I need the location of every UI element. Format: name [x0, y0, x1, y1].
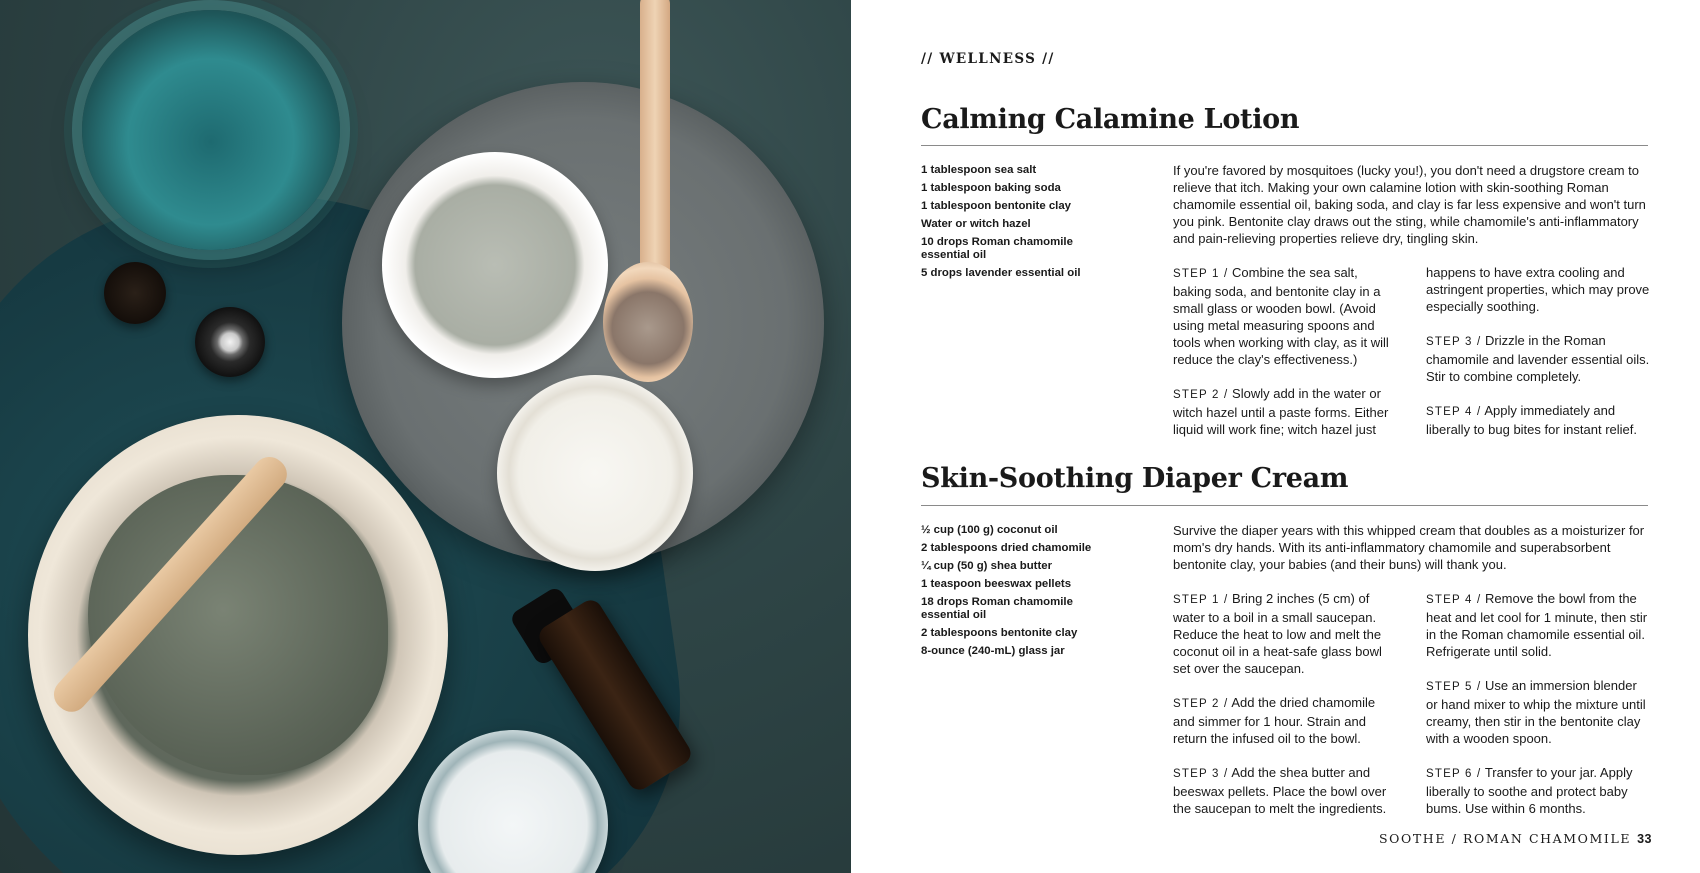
ingredient-item: 10 drops Roman chamomile essential oil [921, 236, 1073, 261]
ingredient-item: 1 tablespoon sea salt [921, 164, 1037, 176]
ingredient-item: 1 teaspoon beeswax pellets [921, 578, 1072, 590]
step-paragraph [1426, 590, 1651, 660]
steps-column-1-diaper-cream [1173, 590, 1398, 834]
running-footer [1379, 831, 1652, 846]
essential-oil-vial-open [195, 307, 265, 377]
step-text: Use an immersion blender or hand mixer to whip the mixture until creamy, then stir in the bentonite clay with a wooden spoon. [1426, 678, 1646, 746]
step-text: Drizzle in the Roman chamomile and lavender essential oils. Stir to combine completely. [1426, 333, 1650, 384]
steps-column-2-diaper-cream [1426, 590, 1651, 834]
steps-column-2-calamine [1426, 264, 1651, 455]
step-text: Transfer to your jar. Apply liberally to soothe and protect baby bums. Use within 6 months. [1426, 765, 1633, 816]
recipe-intro-calamine: If you're favored by mosquitoes (lucky you!), you don't need a drugstore cream to relieve that itch. Making your own calamine lotion with skin-soothing Roman chamomile essential oil, baking soda, and clay is far less expensive and won't turn you pink. Bentonite clay draws out the sting, while chamomile's anti-inflammatory and pain-relieving properties relieve dry, tingling skin. [1173, 163, 1646, 246]
recipe-title-calamine: Calming Calamine Lotion [921, 104, 1300, 135]
ingredient-item: 2 tablespoons dried chamomile [921, 542, 1092, 554]
ingredient-item: 5 drops lavender essential oil [921, 266, 1081, 279]
step-label: STEP 6 / [1426, 768, 1482, 780]
ingredient-item: ¼ cup (50 g) shea butter [921, 560, 1053, 572]
title-rule [921, 505, 1648, 506]
ingredient-item: 1 tablespoon baking soda [921, 182, 1061, 194]
step-text: Slowly add in the water or witch hazel until a paste forms. Either liquid will work fine; witch hazel just [1173, 386, 1389, 437]
essential-oil-vial [104, 262, 166, 324]
step-paragraph [1426, 264, 1651, 315]
step-label: STEP 1 / [1173, 268, 1229, 280]
section-kicker: // WELLNESS // [921, 51, 1055, 67]
step-label: STEP 3 / [1173, 768, 1229, 780]
step-text: Remove the bowl from the heat and let cool for 1 minute, then stir in the Roman chamomile essential oil. Refrigerate until solid. [1426, 591, 1648, 659]
page-number: 33 [1637, 832, 1652, 846]
baking-soda-bowl [497, 375, 693, 571]
step-text: Combine the sea salt, baking soda, and bentonite clay in a small glass or wooden bowl. (Avoid using metal measuring spoons and tools when working with clay, as it will reduce the clay's effectiveness.) [1173, 265, 1389, 367]
ingredient-item: 18 drops Roman chamomile essential oil [921, 596, 1073, 621]
title-rule [921, 145, 1648, 146]
step-label: STEP 2 / [1173, 698, 1229, 710]
step-label: STEP 1 / [1173, 594, 1229, 606]
step-paragraph [1173, 590, 1398, 677]
step-label: STEP 2 / [1173, 389, 1229, 401]
ingredient-item: 1 tablespoon bentonite clay [921, 200, 1072, 212]
step-text: Apply immediately and liberally to bug bites for instant relief. [1426, 403, 1637, 437]
clay-paste-plate [28, 415, 448, 855]
step-text: Add the shea butter and beeswax pellets. Place the bowl over the saucepan to melt the ingredients. [1173, 765, 1387, 816]
ingredient-list-diaper-cream [921, 524, 1121, 663]
step-text: Add the dried chamomile and simmer for 1 hour. Strain and return the infused oil to the bowl. [1173, 695, 1376, 746]
step-paragraph [1173, 694, 1398, 747]
step-label: STEP 4 / [1426, 406, 1482, 418]
running-head: SOOTHE / ROMAN CHAMOMILE [1379, 831, 1632, 846]
step-paragraph [1426, 402, 1651, 438]
wooden-spoon [603, 262, 693, 382]
step-paragraph [1173, 264, 1398, 368]
step-paragraph [1426, 677, 1651, 747]
step-label: STEP 5 / [1426, 681, 1482, 693]
steps-column-1-calamine [1173, 264, 1398, 455]
ingredient-item: 2 tablespoons bentonite clay [921, 626, 1078, 639]
wooden-spoon-handle [640, 0, 670, 290]
ingredient-item: Water or witch hazel [921, 218, 1031, 230]
step-text: Bring 2 inches (5 cm) of water to a boil in a small saucepan. Reduce the heat to low and melt the coconut oil in a heat-safe glass bowl set over the saucepan. [1173, 591, 1382, 676]
step-label: STEP 4 / [1426, 594, 1482, 606]
step-paragraph [1173, 385, 1398, 438]
ingredient-item: ½ cup (100 g) coconut oil [921, 524, 1058, 536]
step-paragraph [1426, 332, 1651, 385]
clay-powder-bowl [382, 152, 608, 378]
ingredient-list-calamine [921, 164, 1121, 285]
step-paragraph [1173, 764, 1398, 817]
recipe-intro-diaper-cream: Survive the diaper years with this whipped cream that doubles as a moisturizer for mom's dry hands. With its anti-inflammatory chamomile and superabsorbent bentonite clay, your babies (and their buns) will thank you. [1173, 523, 1645, 572]
step-text: happens to have extra cooling and astringent properties, which may prove especially soothing. [1426, 265, 1650, 314]
step-label: STEP 3 / [1426, 336, 1482, 348]
water-glass [82, 10, 340, 250]
recipe-title-diaper-cream: Skin-Soothing Diaper Cream [921, 463, 1349, 494]
step-paragraph [1426, 764, 1651, 817]
ingredient-item: 8-ounce (240-mL) glass jar [921, 644, 1065, 657]
